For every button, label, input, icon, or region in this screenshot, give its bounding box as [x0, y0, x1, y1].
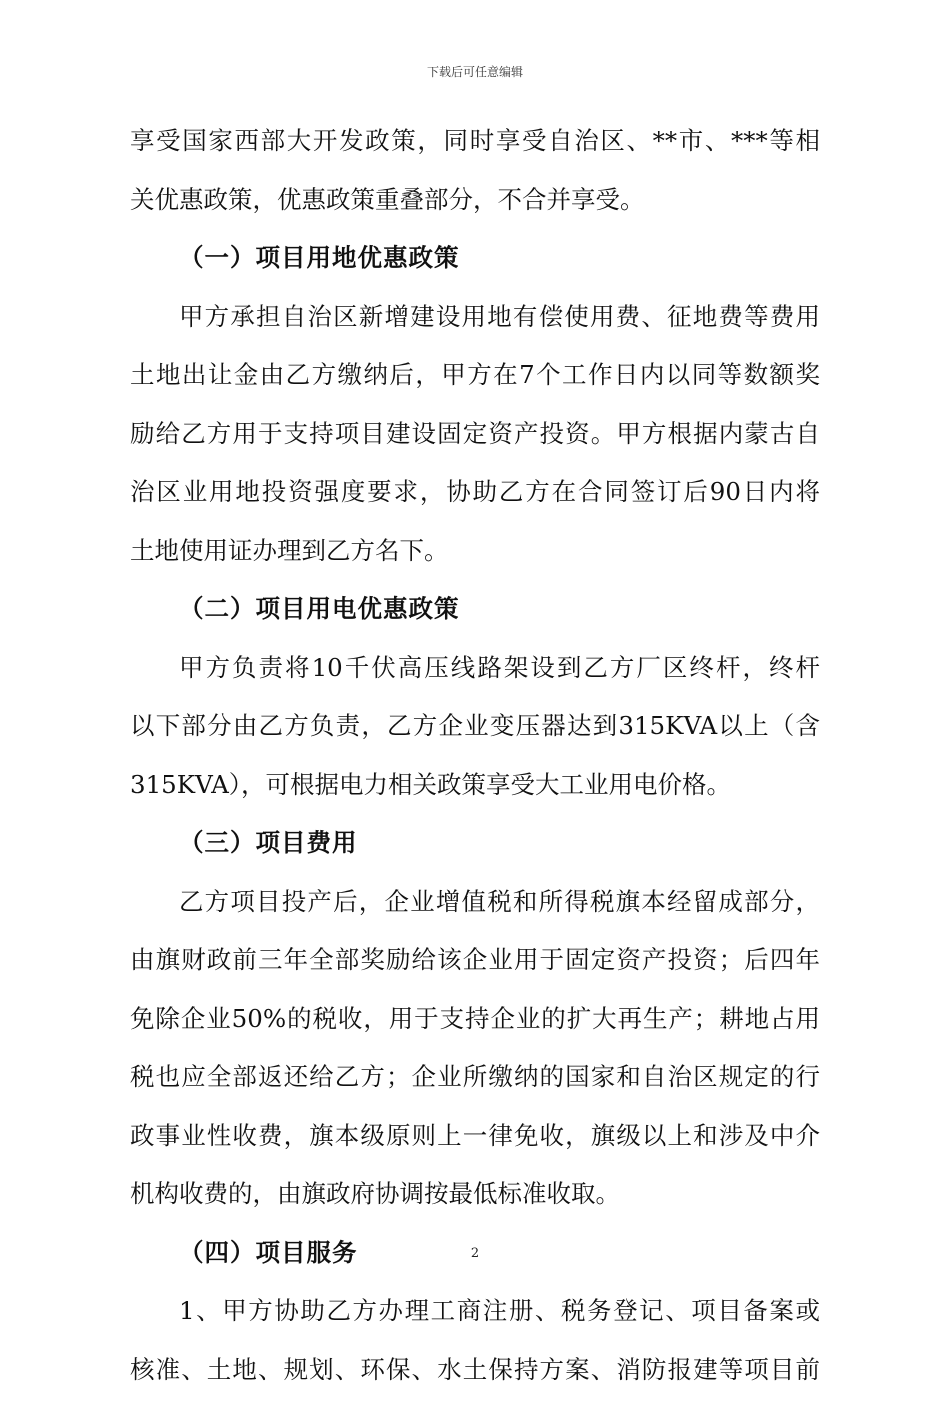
paragraph-line: 关优惠政策，优惠政策重叠部分，不合并享受。 — [130, 180, 820, 239]
paragraph-line: 土地出让金由乙方缴纳后，甲方在7个工作日内以同等数额奖 — [130, 355, 820, 414]
page-number: 2 — [0, 1246, 950, 1262]
paragraph-line: 税也应全部返还给乙方；企业所缴纳的国家和自治区规定的行 — [130, 1057, 820, 1116]
paragraph-line: 机构收费的，由旗政府协调按最低标准收取。 — [130, 1174, 820, 1233]
paragraph-line: 核准、土地、规划、环保、水土保持方案、消防报建等项目前 — [130, 1350, 820, 1408]
paragraph-line: 甲方承担自治区新增建设用地有偿使用费、征地费等费用 — [130, 297, 820, 356]
paragraph-line: 乙方项目投产后，企业增值税和所得税旗本经留成部分， — [130, 882, 820, 941]
paragraph-line: 由旗财政前三年全部奖励给该企业用于固定资产投资；后四年 — [130, 940, 820, 999]
paragraph-line: 免除企业50%的税收，用于支持企业的扩大再生产；耕地占用 — [130, 999, 820, 1058]
page-header: 下载后可任意编辑 — [0, 64, 950, 80]
paragraph-line: 315KVA），可根据电力相关政策享受大工业用电价格。 — [130, 765, 820, 824]
paragraph-line: 甲方负责将10千伏高压线路架设到乙方厂区终杆，终杆 — [130, 648, 820, 707]
paragraph-line: 1、甲方协助乙方办理工商注册、税务登记、项目备案或 — [130, 1291, 820, 1350]
section-heading-electricity: （二）项目用电优惠政策 — [130, 589, 820, 648]
section-heading-fees: （三）项目费用 — [130, 823, 820, 882]
paragraph-line: 享受国家西部大开发政策，同时享受自治区、**市、***等相 — [130, 121, 820, 180]
section-heading-land: （一）项目用地优惠政策 — [130, 238, 820, 297]
paragraph-line: 政事业性收费，旗本级原则上一律免收，旗级以上和涉及中介 — [130, 1116, 820, 1175]
document-body — [130, 121, 820, 1408]
section-heading-services: （四）项目服务 — [130, 1233, 820, 1292]
paragraph-line: 以下部分由乙方负责，乙方企业变压器达到315KVA以上（含 — [130, 706, 820, 765]
paragraph-line: 土地使用证办理到乙方名下。 — [130, 531, 820, 590]
paragraph-line: 治区业用地投资强度要求，协助乙方在合同签订后90日内将 — [130, 472, 820, 531]
paragraph-line: 励给乙方用于支持项目建设固定资产投资。甲方根据内蒙古自 — [130, 414, 820, 473]
